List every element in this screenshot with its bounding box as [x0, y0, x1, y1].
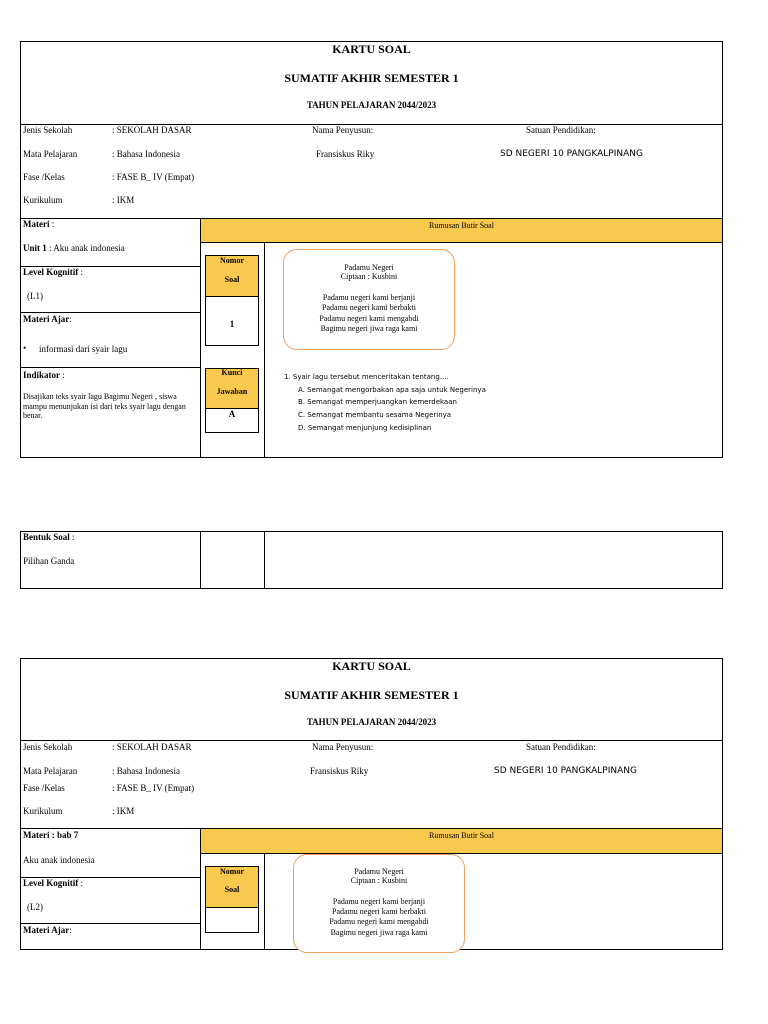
jenis-sekolah-label: Jenis Sekolah: [23, 742, 73, 752]
poem-line: Padamu negeri kami berjanji: [332, 897, 426, 906]
poem-author: Ciptaan : Kusbini: [350, 876, 408, 885]
penyusun-value: Fransiskus Riky: [310, 766, 369, 776]
jenis-sekolah-label: Jenis Sekolah: [23, 125, 73, 135]
card-year: TAHUN PELAJARAN 2044/2023: [306, 717, 437, 727]
column-divider: [264, 531, 265, 589]
satuan-value: SD NEGERI 10 PANGKALPINANG: [494, 766, 637, 776]
poem-title: Padamu Negeri: [344, 263, 394, 272]
nomor-soal-value-box: [205, 907, 259, 933]
divider: [20, 740, 723, 741]
materi-value: Aku anak indonesia: [23, 855, 95, 865]
satuan-label: Satuan Pendidikan:: [526, 125, 596, 135]
mapel-label: Mata Pelajaran: [23, 766, 78, 776]
materi-label: Materi :: [23, 219, 55, 229]
card-subtitle: SUMATIF AKHIR SEMESTER 1: [284, 71, 459, 85]
materi-label: Materi : bab 7: [23, 830, 79, 840]
satuan-value: SD NEGERI 10 PANGKALPINANG: [500, 149, 643, 159]
rumusan-label: Rumusan Butir Soal: [429, 831, 494, 840]
penyusun-label: Nama Penyusun:: [312, 742, 374, 752]
kurikulum-label: Kurikulum: [23, 195, 63, 205]
level-label: Level Kognitif :: [23, 267, 84, 277]
option-b: B. Semangat memperjuangkan kemerdekaan: [298, 398, 457, 406]
kunci-jawaban-value: A: [228, 409, 236, 419]
poem-line: Padamu negeri kami berbakti: [332, 907, 426, 916]
jawaban-label: Jawaban: [216, 387, 248, 396]
divider: [20, 367, 200, 368]
indikator-value: Disajikan teks syair lagu Bagimu Negeri , siswa mampu menunjukan isi dari teks syair lagu dengan benar.: [23, 392, 186, 421]
poem-line: Padamu negeri kami mengabdi: [329, 917, 429, 926]
materi-ajar-label: Materi Ajar:: [23, 925, 72, 935]
soal-label: Soal: [224, 885, 240, 894]
mapel-label: Mata Pelajaran: [23, 149, 78, 159]
question-text: 1. Syair lagu tersebut menceritakan tentang....: [284, 373, 449, 381]
fase-value: : FASE B_ IV (Empat): [112, 172, 195, 182]
bentuk-soal-label: Bentuk Soal :: [23, 532, 75, 542]
divider: [20, 923, 200, 924]
poem-title: Padamu Negeri: [354, 867, 404, 876]
fase-label: Fase /Kelas: [23, 172, 65, 182]
level-value: (L2): [27, 902, 43, 912]
poem-line: Bagimu negeri jiwa raga kami: [330, 928, 428, 937]
column-divider: [200, 218, 201, 458]
card-year: TAHUN PELAJARAN 2044/2023: [306, 100, 437, 110]
option-c: C. Semangat membantu sesama Negerinya: [298, 411, 452, 419]
jenis-sekolah-value: : SEKOLAH DASAR: [112, 742, 192, 752]
nomor-soal-value: 1: [229, 319, 235, 329]
card-title: KARTU SOAL: [332, 659, 411, 673]
materi-ajar-label: Materi Ajar:: [23, 314, 72, 324]
fase-value: : FASE B_ IV (Empat): [112, 783, 195, 793]
unit-label: Unit 1 : Aku anak indonesia: [23, 243, 125, 253]
column-divider: [200, 531, 201, 589]
nomor-label: Nomor: [220, 867, 244, 876]
option-d: D. Semangat menjunjung kedisiplinan: [298, 424, 432, 432]
soal-label: Soal: [224, 275, 240, 284]
penyusun-value: Fransiskus Riky: [316, 149, 375, 159]
indikator-label: Indikator :: [23, 370, 65, 380]
card-subtitle: SUMATIF AKHIR SEMESTER 1: [284, 688, 459, 702]
column-divider: [264, 853, 265, 950]
jenis-sekolah-value: : SEKOLAH DASAR: [112, 125, 192, 135]
rumusan-label: Rumusan Butir Soal: [429, 221, 494, 230]
poem-line: Bagimu negeri jiwa raga kami: [320, 324, 418, 333]
satuan-label: Satuan Pendidikan:: [526, 742, 596, 752]
poem-line: Padamu negeri kami berjanji: [322, 293, 416, 302]
kurikulum-value: : IKM: [112, 195, 135, 205]
poem-author: Ciptaan : Kusbini: [340, 272, 398, 281]
bentuk-soal-table: [20, 531, 723, 589]
divider: [200, 853, 723, 854]
kunci-label: Kunci: [221, 368, 243, 377]
nomor-label: Nomor: [220, 256, 244, 265]
level-label: Level Kognitif :: [23, 878, 84, 888]
mapel-value: : Bahasa Indonesia: [112, 149, 180, 159]
bentuk-soal-value: Pilihan Ganda: [23, 556, 75, 566]
divider: [20, 312, 200, 313]
level-value: (L1): [27, 291, 43, 301]
penyusun-label: Nama Penyusun:: [312, 125, 374, 135]
mapel-value: : Bahasa Indonesia: [112, 766, 180, 776]
poem-line: Padamu negeri kami mengabdi: [319, 314, 419, 323]
divider: [200, 242, 723, 243]
fase-label: Fase /Kelas: [23, 783, 65, 793]
materi-ajar-bullet: •: [23, 343, 27, 353]
materi-ajar-value: informasi dari syair lagu: [39, 344, 128, 354]
kurikulum-value: : IKM: [112, 806, 135, 816]
kurikulum-label: Kurikulum: [23, 806, 63, 816]
card-title: KARTU SOAL: [332, 42, 411, 56]
column-divider: [264, 242, 265, 458]
option-a: A. Semangat mengorbakan apa saja untuk Negerinya: [298, 386, 486, 394]
poem-line: Padamu negeri kami berbakti: [322, 303, 416, 312]
